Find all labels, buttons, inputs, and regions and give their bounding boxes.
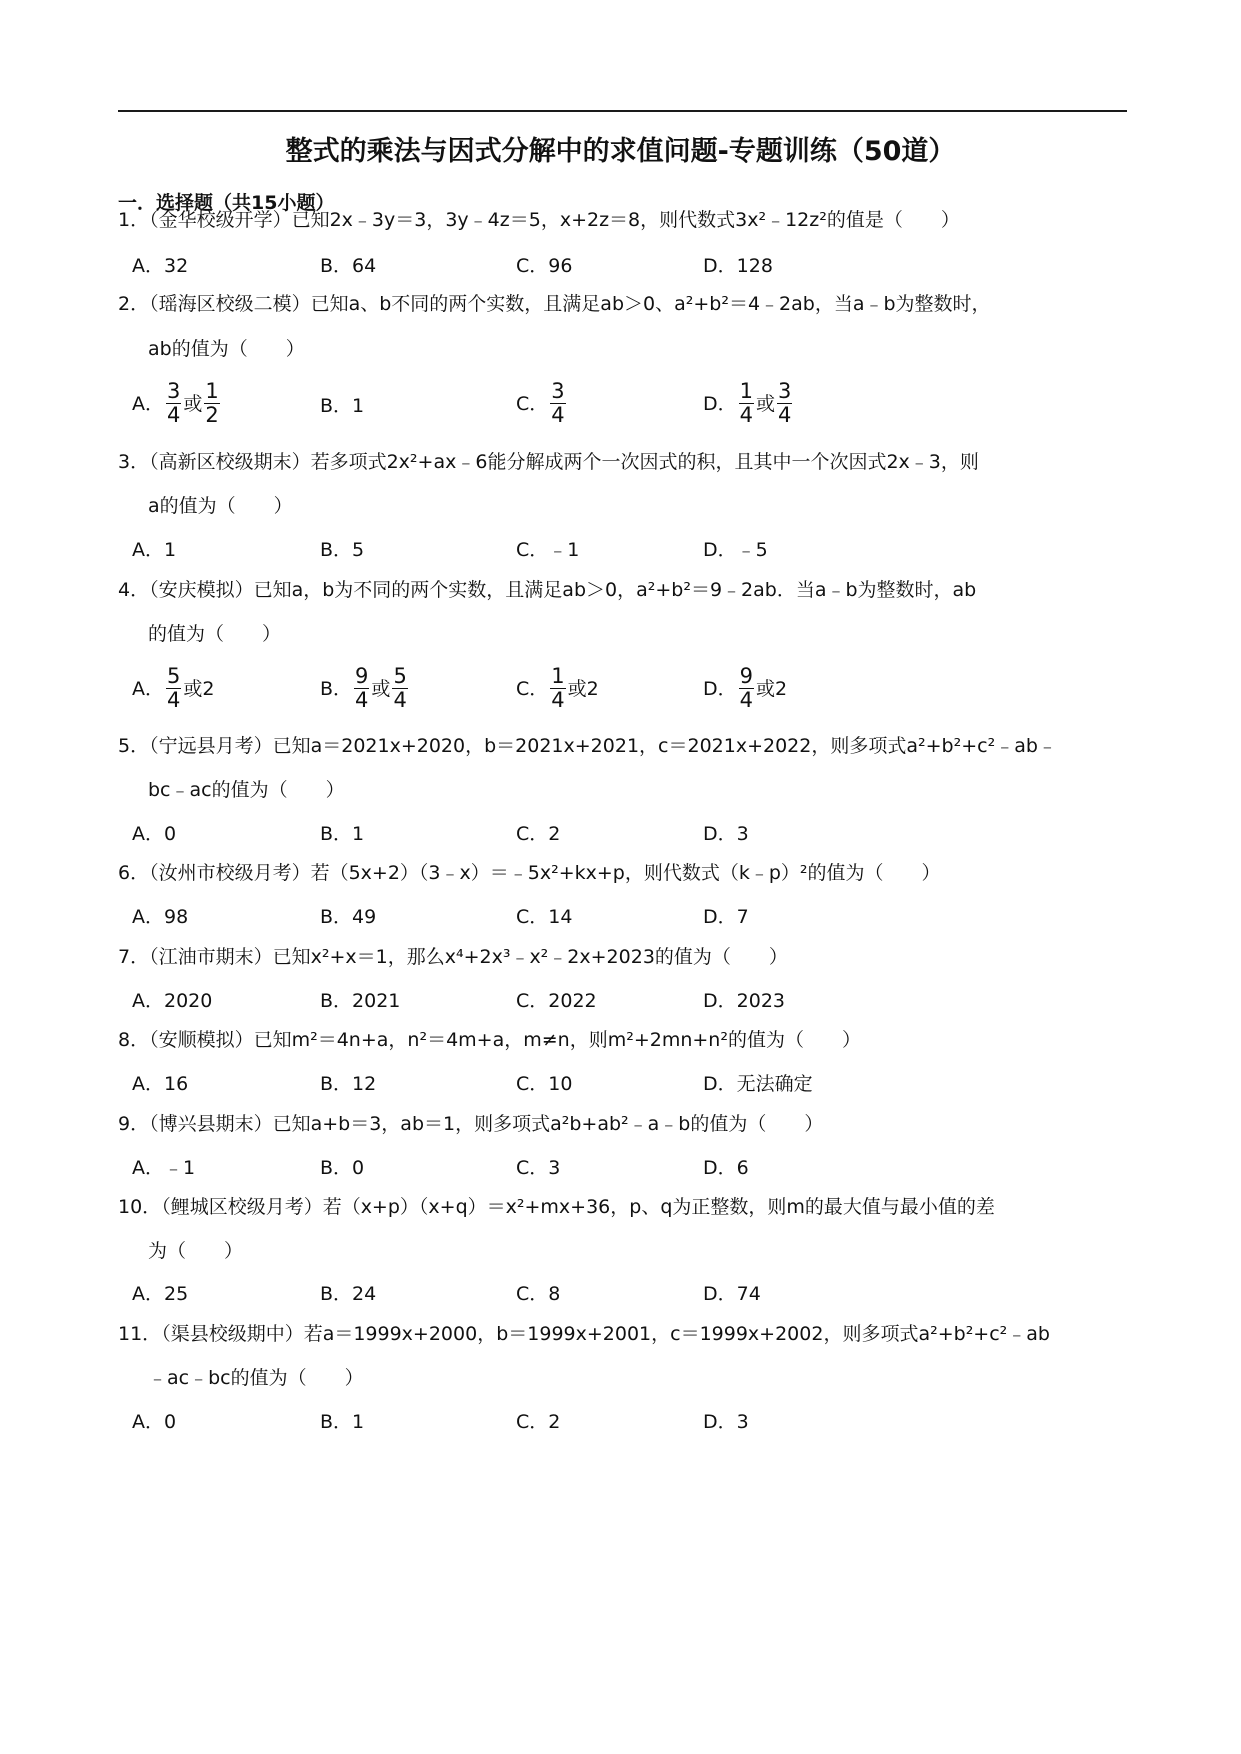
fraction-denominator: 2 <box>205 403 219 427</box>
option-label: D． <box>703 677 737 700</box>
option-label: D． <box>703 1410 737 1433</box>
question-1-stem <box>118 205 960 235</box>
option-d[interactable] <box>703 534 768 565</box>
option-label: D． <box>703 254 737 277</box>
question-text-line1: （江油市期末）已知x²+x＝1，那么x⁴+2x³﹣x²﹣2x+2023的值为（ ） <box>149 946 788 968</box>
option-a[interactable] <box>132 901 188 932</box>
question-text-line1: （高新区校级期末）若多项式2x²+ax﹣6能分解成两个一次因式的积，且其中一个次因式2x﹣3，则 <box>149 451 979 473</box>
option-b[interactable] <box>320 1278 376 1309</box>
fraction-numerator: 1 <box>739 379 754 403</box>
option-d[interactable] <box>703 901 749 932</box>
fraction <box>739 665 754 712</box>
option-label: C． <box>516 1410 549 1433</box>
option-d[interactable] <box>703 1152 749 1183</box>
question-10-stem <box>118 1192 995 1222</box>
option-label: C． <box>516 822 549 845</box>
option-label: A． <box>132 1282 164 1305</box>
fraction-numerator: 1 <box>551 664 565 688</box>
option-value: 74 <box>736 1282 761 1305</box>
fraction <box>739 380 754 427</box>
option-a[interactable] <box>132 1068 188 1099</box>
question-text-line1: （宁远县月考）已知a＝2021x+2020，b＝2021x+2021，c＝2021x+2022，则多项式a²+b²+c²﹣ab﹣ <box>149 735 1057 757</box>
option-label: A． <box>132 254 164 277</box>
option-value: 0 <box>352 1156 365 1179</box>
option-label: C． <box>516 1156 549 1179</box>
option-label: D． <box>703 822 737 845</box>
question-number: 11． <box>118 1323 162 1345</box>
fraction-numerator: 5 <box>393 664 407 688</box>
fraction-denominator: 4 <box>167 688 181 712</box>
option-value: 0 <box>164 1410 177 1433</box>
option-d[interactable] <box>703 250 773 281</box>
fraction-denominator: 4 <box>778 403 792 427</box>
option-connector: 或 <box>371 677 391 700</box>
question-4-stem <box>118 575 976 605</box>
question-2-stem <box>118 289 991 319</box>
fraction-numerator: 1 <box>205 379 219 403</box>
option-label: C． <box>516 392 549 415</box>
option-label: D． <box>703 1282 737 1305</box>
option-a[interactable] <box>132 985 212 1016</box>
option-a[interactable] <box>132 665 214 712</box>
option-label: B． <box>320 254 353 277</box>
option-c[interactable] <box>516 818 560 849</box>
option-d[interactable] <box>703 985 785 1016</box>
question-3-stem-line2: a的值为（ ） <box>148 495 293 517</box>
question-11-stem-line2: ﹣ac﹣bc的值为（ ） <box>148 1367 364 1389</box>
question-number: 3． <box>118 451 150 473</box>
option-c[interactable] <box>516 380 568 427</box>
question-3-stem <box>118 447 979 477</box>
question-number: 2． <box>118 293 150 315</box>
option-label: C． <box>516 1282 549 1305</box>
option-label: B． <box>320 1410 353 1433</box>
option-value: 49 <box>352 905 377 928</box>
option-label: D． <box>703 989 737 1012</box>
option-label: D． <box>703 538 737 561</box>
option-label: B． <box>320 1156 353 1179</box>
option-d[interactable] <box>703 1068 813 1099</box>
option-value: 8 <box>548 1282 561 1305</box>
fraction <box>550 665 565 712</box>
option-d[interactable] <box>703 1278 761 1309</box>
question-text-line1: （鲤城区校级月考）若（x+p）（x+q）＝x²+mx+36，p、q为正整数，则m的最大值与最小值的差 <box>161 1196 995 1218</box>
fraction-numerator: 9 <box>355 664 369 688</box>
option-label: C． <box>516 905 549 928</box>
option-value: 0 <box>164 822 177 845</box>
option-label: A． <box>132 1156 164 1179</box>
option-b[interactable] <box>320 534 364 565</box>
option-b[interactable] <box>320 665 410 712</box>
fraction-numerator: 3 <box>778 379 792 403</box>
option-a[interactable] <box>132 380 222 427</box>
fraction-denominator: 4 <box>551 688 565 712</box>
option-d[interactable] <box>703 665 787 712</box>
option-a[interactable] <box>132 818 176 849</box>
option-value: 2023 <box>736 989 785 1012</box>
question-number: 9． <box>118 1113 150 1135</box>
option-d[interactable] <box>703 1406 749 1437</box>
option-value: ﹣1 <box>548 538 580 561</box>
option-d[interactable] <box>703 380 794 427</box>
option-label: B． <box>320 1282 353 1305</box>
option-value: 1 <box>164 538 177 561</box>
question-text-line1: （汝州市校级月考）若（5x+2）（3﹣x）＝﹣5x²+kx+p，则代数式（k﹣p）²的值为（ ） <box>149 862 941 884</box>
option-value: 3 <box>736 1410 749 1433</box>
question-number: 8． <box>118 1029 150 1051</box>
option-c[interactable] <box>516 250 572 281</box>
question-text-line1: （渠县校级期中）若a＝1999x+2000，b＝1999x+2001，c＝1999x+2002，则多项式a²+b²+c²﹣ab <box>161 1323 1050 1345</box>
option-label: A． <box>132 538 164 561</box>
question-number: 7． <box>118 946 150 968</box>
option-connector: 或2 <box>183 677 215 700</box>
option-value: 2021 <box>352 989 401 1012</box>
fraction-numerator: 5 <box>167 664 181 688</box>
question-9-stem <box>118 1109 823 1139</box>
question-text-line1: （安顺模拟）已知m²＝4n+a，n²＝4m+a，m≠n，则m²+2mn+n²的值为（ ） <box>149 1029 861 1051</box>
option-label: A． <box>132 677 164 700</box>
question-text-line1: （金华校级开学）已知2x﹣3y＝3，3y﹣4z＝5，x+2z＝8，则代数式3x²﹣12z²的值是（ ） <box>149 209 960 231</box>
option-value: 12 <box>352 1072 377 1095</box>
option-label: A． <box>132 1410 164 1433</box>
option-value: 5 <box>352 538 365 561</box>
question-7-stem <box>118 942 788 972</box>
option-c[interactable] <box>516 665 599 712</box>
option-b[interactable] <box>320 1406 364 1437</box>
fraction-denominator: 4 <box>739 403 754 427</box>
question-2-stem-line2: ab的值为（ ） <box>148 338 305 360</box>
fraction <box>166 665 181 712</box>
question-number: 6． <box>118 862 150 884</box>
option-label: C． <box>516 989 549 1012</box>
option-label: B． <box>320 677 353 700</box>
option-label: C． <box>516 677 549 700</box>
question-6-stem <box>118 858 941 888</box>
fraction <box>777 380 792 427</box>
option-label: D． <box>703 1072 737 1095</box>
question-number: 5． <box>118 735 150 757</box>
option-value: 7 <box>736 905 749 928</box>
option-value: 32 <box>164 254 189 277</box>
option-b[interactable] <box>320 818 364 849</box>
section-heading: 一．选择题（共15小题） <box>118 192 335 214</box>
option-b[interactable] <box>320 1152 364 1183</box>
option-value: 16 <box>164 1072 189 1095</box>
question-5-stem <box>118 731 1057 761</box>
fraction-denominator: 4 <box>167 403 181 427</box>
option-a[interactable] <box>132 1406 176 1437</box>
fraction-denominator: 4 <box>739 688 754 712</box>
option-label: A． <box>132 1072 164 1095</box>
fraction-denominator: 4 <box>551 403 565 427</box>
option-c[interactable] <box>516 1278 560 1309</box>
question-11-stem <box>118 1319 1050 1349</box>
option-a[interactable] <box>132 534 176 565</box>
option-label: B． <box>320 394 353 417</box>
option-b[interactable] <box>320 901 376 932</box>
option-connector: 或2 <box>567 677 599 700</box>
option-value: 96 <box>548 254 573 277</box>
option-value: 14 <box>548 905 573 928</box>
option-value: ﹣5 <box>736 538 768 561</box>
option-c[interactable] <box>516 901 572 932</box>
option-b[interactable] <box>320 1068 376 1099</box>
option-label: A． <box>132 392 164 415</box>
option-value: 2022 <box>548 989 597 1012</box>
option-a[interactable] <box>132 1152 195 1183</box>
option-label: B． <box>320 538 353 561</box>
option-connector: 或2 <box>756 677 788 700</box>
option-connector: 或 <box>183 392 203 415</box>
option-label: C． <box>516 1072 549 1095</box>
option-value: 24 <box>352 1282 377 1305</box>
option-value: 3 <box>736 822 749 845</box>
question-4-stem-line2: 的值为（ ） <box>148 623 282 645</box>
fraction-denominator: 4 <box>355 688 369 712</box>
option-label: A． <box>132 989 164 1012</box>
option-value: ﹣1 <box>164 1156 196 1179</box>
option-label: C． <box>516 254 549 277</box>
fraction-numerator: 3 <box>167 379 181 403</box>
option-b[interactable] <box>320 390 364 421</box>
fraction-denominator: 4 <box>393 688 407 712</box>
option-label: B． <box>320 989 353 1012</box>
option-label: D． <box>703 905 737 928</box>
option-label: B． <box>320 905 353 928</box>
option-label: C． <box>516 538 549 561</box>
option-value: 2 <box>548 822 561 845</box>
option-d[interactable] <box>703 818 749 849</box>
option-label: D． <box>703 1156 737 1179</box>
question-5-stem-line2: bc﹣ac的值为（ ） <box>148 779 345 801</box>
option-value: 3 <box>548 1156 561 1179</box>
option-value: 25 <box>164 1282 189 1305</box>
question-text-line1: （安庆模拟）已知a，b为不同的两个实数，且满足ab＞0，a²+b²＝9﹣2ab．当a﹣b为整数时，ab <box>149 579 977 601</box>
option-value: 2 <box>548 1410 561 1433</box>
page-title: 整式的乘法与因式分解中的求值问题-专题训练（50道） <box>285 136 956 167</box>
fraction <box>392 665 407 712</box>
option-value: 64 <box>352 254 377 277</box>
option-value: 128 <box>736 254 773 277</box>
question-number: 10． <box>118 1196 162 1218</box>
fraction <box>550 380 565 427</box>
option-value: 6 <box>736 1156 749 1179</box>
question-text-line1: （瑶海区校级二模）已知a、b不同的两个实数，且满足ab＞0、a²+b²＝4﹣2ab，当a﹣b为整数时， <box>149 293 991 315</box>
option-b[interactable] <box>320 250 376 281</box>
question-number: 1． <box>118 209 150 231</box>
option-c[interactable] <box>516 985 597 1016</box>
top-rule <box>118 110 1127 112</box>
option-label: B． <box>320 1072 353 1095</box>
option-value: 1 <box>352 1410 365 1433</box>
option-a[interactable] <box>132 1278 188 1309</box>
option-value: 2020 <box>164 989 213 1012</box>
option-c[interactable] <box>516 1406 560 1437</box>
option-c[interactable] <box>516 534 579 565</box>
option-b[interactable] <box>320 985 400 1016</box>
option-value: 1 <box>352 394 365 417</box>
option-value: 1 <box>352 822 365 845</box>
fraction-numerator: 3 <box>551 379 565 403</box>
fraction <box>166 380 181 427</box>
question-text-line1: （博兴县期末）已知a+b＝3，ab＝1，则多项式a²b+ab²﹣a﹣b的值为（ ） <box>149 1113 824 1135</box>
fraction <box>354 665 369 712</box>
option-label: D． <box>703 392 737 415</box>
option-label: B． <box>320 822 353 845</box>
option-value: 10 <box>548 1072 573 1095</box>
question-10-stem-line2: 为（ ） <box>148 1240 244 1262</box>
fraction-numerator: 9 <box>739 664 754 688</box>
fraction <box>204 380 219 427</box>
option-label: A． <box>132 822 164 845</box>
option-value: 98 <box>164 905 189 928</box>
option-a[interactable] <box>132 250 188 281</box>
option-label: A． <box>132 905 164 928</box>
option-c[interactable] <box>516 1152 560 1183</box>
question-8-stem <box>118 1025 861 1055</box>
option-connector: 或 <box>756 392 776 415</box>
option-value: 无法确定 <box>736 1072 813 1095</box>
option-c[interactable] <box>516 1068 572 1099</box>
question-number: 4． <box>118 579 150 601</box>
